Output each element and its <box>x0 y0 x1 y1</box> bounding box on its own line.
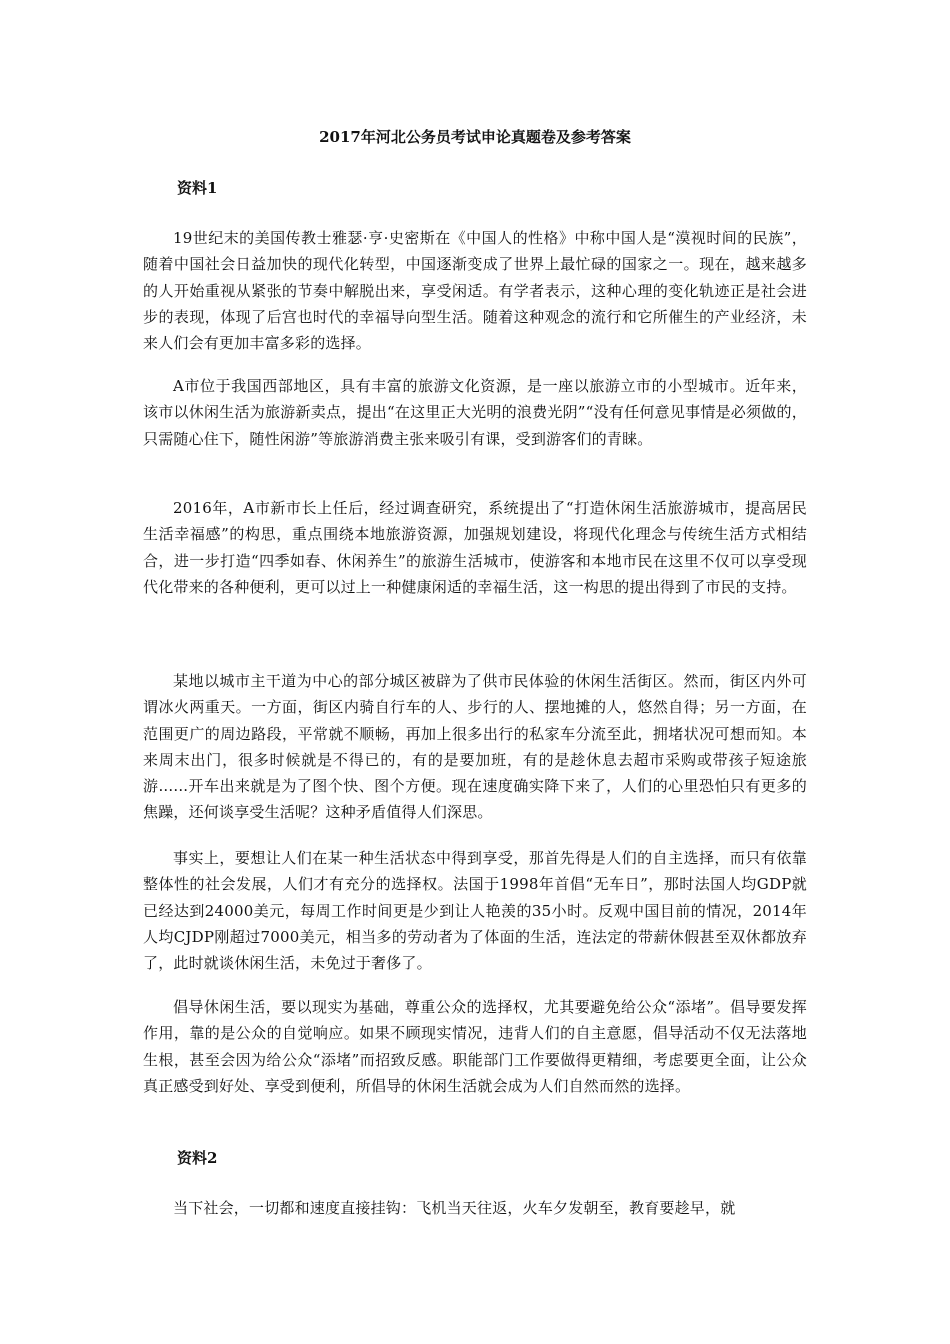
paragraph: 2016年，A市新市长上任后，经过调查研究，系统提出了“打造休闲生活旅游城市，提高居民生活幸福感”的构思，重点围绕本地旅游资源，加强规划建设，将现代化理念与传统生活方式相结合，进一步打造“四季如春、休闲养生”的旅游生活城市，使游客和本地市民在这里不仅可以享受现代化带来的各种便利，更可以过上一种健康闲适的幸福生活，这一构思的提出得到了市民的支持。 <box>143 499 807 596</box>
document-title: 2017年河北公务员考试申论真题卷及参考答案 <box>319 128 631 146</box>
paragraph: 19世纪末的美国传教士雅瑟·亨·史密斯在《中国人的性格》中称中国人是“漠视时间的民族”，随着中国社会日益加快的现代化转型，中国逐渐变成了世界上最忙碌的国家之一。现在，越来越多的人开始重视从紧张的节奏中解脱出来，享受闲适。有学者表示，这种心理的变化轨迹正是社会进步的表现，体现了后宫也时代的幸福导向型生活。随着这种观念的流行和它所催生的产业经济，未来人们会有更加丰富多彩的选择。 <box>143 229 807 353</box>
paragraph: 某地以城市主干道为中心的部分城区被辟为了供市民体验的休闲生活街区。然而，街区内外可谓冰火两重天。一方面，街区内骑自行车的人、步行的人、摆地摊的人，悠然自得；另一方面，在范围更广的周边路段，平常就不顺畅，再加上很多出行的私家车分流至此，拥堵状况可想而知。本来周末出门，很多时候就是不得已的，有的是要加班，有的是趁休息去超市采购或带孩子短途旅游......开车出来就是为了图个快、图个方便。现在速度确实降下来了，人们的心里恐怕只有更多的焦躁，还何谈享受生活呢？这种矛盾值得人们深思。 <box>143 672 807 822</box>
section-heading-1: 资料1 <box>177 179 218 197</box>
paragraph: A市位于我国西部地区，具有丰富的旅游文化资源，是一座以旅游立市的小型城市。近年来，该市以休闲生活为旅游新卖点，提出“在这里正大光明的浪费光阴”“没有任何意见事情是必须做的，只需随心住下，随性闲游”等旅游消费主张来吸引有课，受到游客们的青睐。 <box>143 377 807 448</box>
paragraph: 倡导休闲生活，要以现实为基础，尊重公众的选择权，尤其要避免给公众“添堵”。倡导要发挥作用，靠的是公众的自觉响应。如果不顾现实情况，违背人们的自主意愿，倡导活动不仅无法落地生根，甚至会因为给公众“添堵”而招致反感。职能部门工作要做得更精细，考虑要更全面，让公众真正感受到好处、享受到便利，所倡导的休闲生活就会成为人们自然而然的选择。 <box>143 998 807 1095</box>
paragraph: 事实上，要想让人们在某一种生活状态中得到享受，那首先得是人们的自主选择，而只有依靠整体性的社会发展，人们才有充分的选择权。法国于1998年首倡“无车日”，那时法国人均GDP就已经达到24000美元，每周工作时间更是少到让人艳羡的35小时。反观中国目前的情况，2014年人均CJDP刚超过7000美元，相当多的劳动者为了体面的生活，连法定的带薪休假甚至双休都放弃了，此时就谈休闲生活，未免过于奢侈了。 <box>143 849 807 973</box>
section-heading-2: 资料2 <box>177 1149 218 1167</box>
paragraph: 当下社会，一切都和速度直接挂钩：飞机当天往返，火车夕发朝至，教育要趁早，就 <box>173 1199 736 1217</box>
